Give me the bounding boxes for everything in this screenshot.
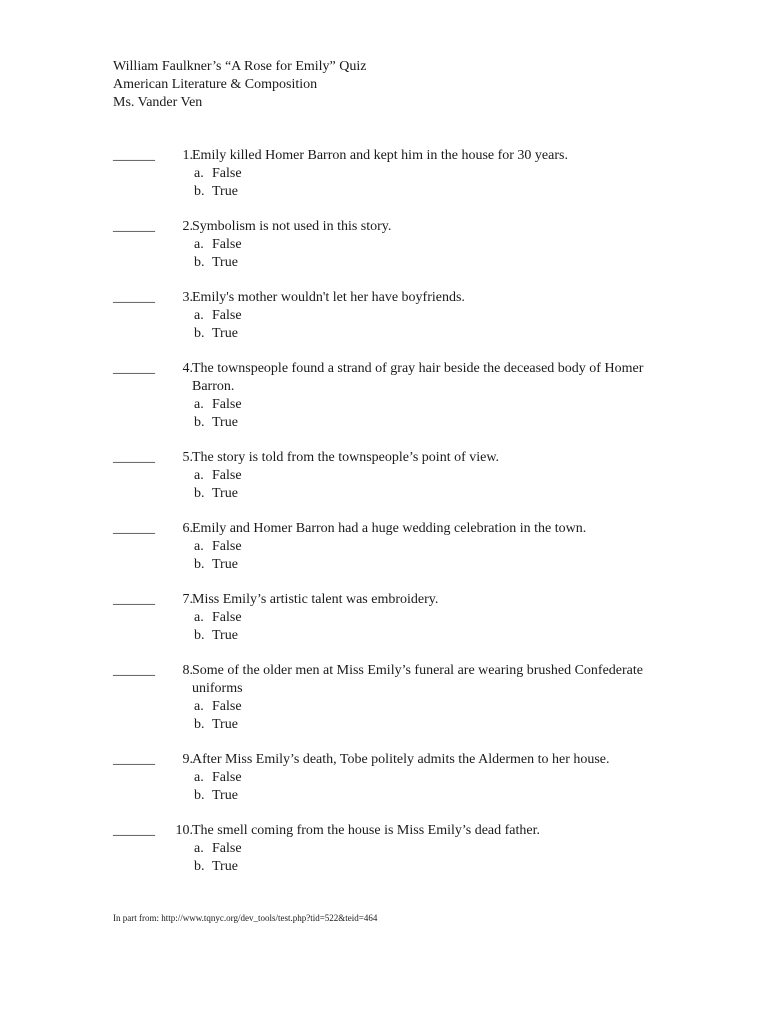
option-label: True — [212, 717, 238, 732]
option-letter: b. — [194, 788, 205, 803]
option-letter: a. — [194, 308, 204, 323]
question-9 — [113, 751, 673, 805]
option-b — [194, 485, 673, 503]
question-number: 4. — [182, 361, 193, 376]
question-number: 7. — [182, 592, 193, 607]
option-letter: b. — [194, 486, 205, 501]
quiz-header — [113, 58, 366, 112]
question-text: Emily killed Homer Barron and kept him in the house for 30 years. — [192, 148, 568, 163]
option-b — [194, 787, 673, 805]
option-a — [194, 769, 673, 787]
answer-blank[interactable]: ______ — [113, 752, 155, 767]
option-letter: b. — [194, 717, 205, 732]
question-text: Emily's mother wouldn't let her have boyfriends. — [192, 290, 465, 305]
answer-blank[interactable]: ______ — [113, 663, 155, 678]
option-letter: a. — [194, 237, 204, 252]
question-text: Miss Emily’s artistic talent was embroidery. — [192, 592, 439, 607]
question-number: 10. — [175, 823, 193, 838]
option-letter: b. — [194, 628, 205, 643]
option-letter: b. — [194, 255, 205, 270]
option-b — [194, 325, 673, 343]
option-b — [194, 183, 673, 201]
question-list — [113, 147, 673, 893]
question-number: 2. — [182, 219, 193, 234]
option-a — [194, 840, 673, 858]
question-5 — [113, 449, 673, 503]
option-letter: a. — [194, 468, 204, 483]
option-label: True — [212, 184, 238, 199]
option-label: True — [212, 255, 238, 270]
option-letter: a. — [194, 841, 204, 856]
question-4 — [113, 360, 673, 432]
option-letter: a. — [194, 397, 204, 412]
option-label: False — [212, 610, 242, 625]
question-6 — [113, 520, 673, 574]
question-text: The townspeople found a strand of gray hair beside the deceased body of Homer Barron. — [192, 361, 644, 394]
question-10 — [113, 822, 673, 876]
option-a — [194, 396, 673, 414]
question-number: 1. — [182, 148, 193, 163]
option-label: False — [212, 166, 242, 181]
option-label: False — [212, 308, 242, 323]
option-b — [194, 716, 673, 734]
option-label: False — [212, 468, 242, 483]
question-text: After Miss Emily’s death, Tobe politely admits the Aldermen to her house. — [192, 752, 610, 767]
question-text: Emily and Homer Barron had a huge wedding celebration in the town. — [192, 521, 587, 536]
question-text: Some of the older men at Miss Emily’s funeral are wearing brushed Confederate uniforms — [192, 663, 643, 696]
option-label: True — [212, 557, 238, 572]
answer-blank[interactable]: ______ — [113, 148, 155, 163]
option-label: True — [212, 788, 238, 803]
option-label: False — [212, 770, 242, 785]
option-label: False — [212, 539, 242, 554]
answer-blank[interactable]: ______ — [113, 290, 155, 305]
option-b — [194, 254, 673, 272]
option-label: True — [212, 415, 238, 430]
question-8 — [113, 662, 673, 734]
option-label: True — [212, 859, 238, 874]
answer-blank[interactable]: ______ — [113, 823, 155, 838]
option-letter: b. — [194, 859, 205, 874]
option-b — [194, 858, 673, 876]
option-letter: a. — [194, 166, 204, 181]
option-a — [194, 538, 673, 556]
answer-blank[interactable]: ______ — [113, 219, 155, 234]
option-letter: a. — [194, 699, 204, 714]
option-b — [194, 414, 673, 432]
question-text: The smell coming from the house is Miss Emily’s dead father. — [192, 823, 540, 838]
answer-blank[interactable]: ______ — [113, 521, 155, 536]
option-letter: a. — [194, 539, 204, 554]
teacher-name: Ms. Vander Ven — [113, 95, 203, 110]
answer-blank[interactable]: ______ — [113, 361, 155, 376]
option-letter: a. — [194, 610, 204, 625]
option-letter: b. — [194, 415, 205, 430]
option-label: False — [212, 397, 242, 412]
answer-blank[interactable]: ______ — [113, 450, 155, 465]
option-a — [194, 236, 673, 254]
option-label: False — [212, 841, 242, 856]
option-label: True — [212, 326, 238, 341]
option-b — [194, 556, 673, 574]
question-number: 3. — [182, 290, 193, 305]
option-label: False — [212, 699, 242, 714]
course-name: American Literature & Composition — [113, 77, 318, 92]
answer-blank[interactable]: ______ — [113, 592, 155, 607]
option-b — [194, 627, 673, 645]
question-1 — [113, 147, 673, 201]
question-7 — [113, 591, 673, 645]
question-number: 5. — [182, 450, 193, 465]
option-a — [194, 165, 673, 183]
question-number: 6. — [182, 521, 193, 536]
option-letter: b. — [194, 184, 205, 199]
option-a — [194, 307, 673, 325]
question-3 — [113, 289, 673, 343]
option-a — [194, 467, 673, 485]
question-2 — [113, 218, 673, 272]
question-text: Symbolism is not used in this story. — [192, 219, 392, 234]
option-letter: b. — [194, 557, 205, 572]
option-letter: a. — [194, 770, 204, 785]
option-label: True — [212, 628, 238, 643]
option-label: True — [212, 486, 238, 501]
question-number: 9. — [182, 752, 193, 767]
option-label: False — [212, 237, 242, 252]
option-letter: b. — [194, 326, 205, 341]
quiz-title: William Faulkner’s “A Rose for Emily” Quiz — [113, 59, 367, 74]
option-a — [194, 698, 673, 716]
question-number: 8. — [182, 663, 193, 678]
question-text: The story is told from the townspeople’s point of view. — [192, 450, 500, 465]
source-note: In part from: http://www.tqnyc.org/dev_tools/test.php?tid=522&teid=464 — [113, 913, 378, 923]
option-a — [194, 609, 673, 627]
